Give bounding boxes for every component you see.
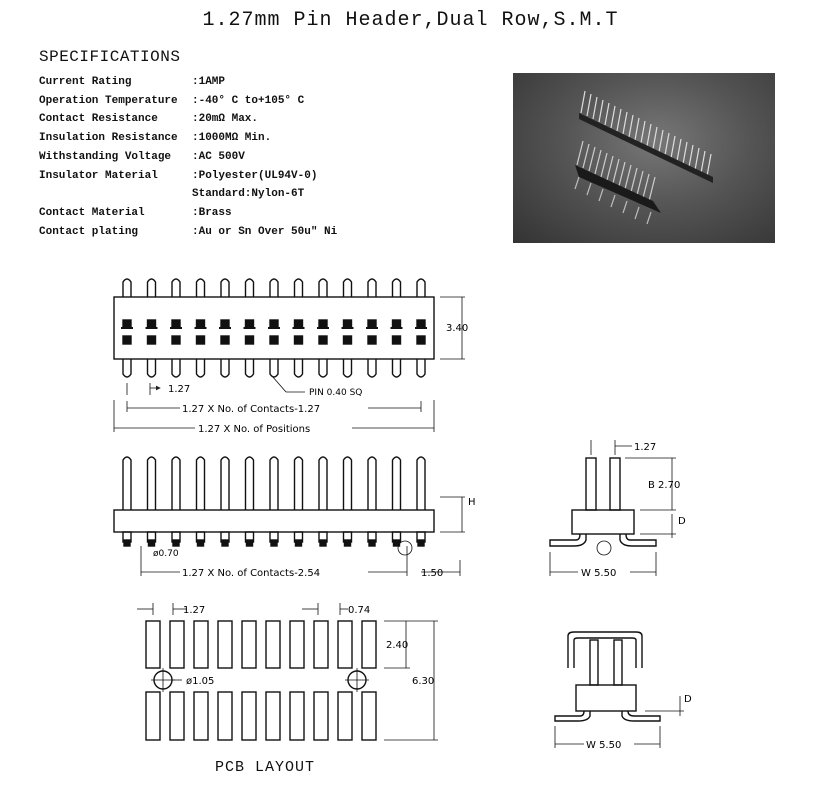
pcb-pad bbox=[314, 621, 328, 668]
spec-label: Contact Resistance bbox=[39, 113, 158, 126]
pin-square-link bbox=[293, 327, 305, 329]
pin-square bbox=[197, 320, 205, 328]
dim-pitch-label: 1.27 bbox=[168, 384, 191, 395]
spec-label: Contact plating bbox=[39, 225, 139, 238]
spec-value: :Brass bbox=[192, 206, 232, 219]
pin-bottom bbox=[368, 359, 376, 377]
side2-w-label: W 5.50 bbox=[586, 740, 622, 751]
pin-bottom bbox=[319, 359, 327, 377]
pcb-pad bbox=[146, 692, 160, 740]
pin-top bbox=[246, 279, 254, 297]
spec-label: Contact Material bbox=[39, 206, 145, 219]
front-pin bbox=[148, 457, 156, 510]
dim-front-contacts-label: 1.27 X No. of Contacts-2.54 bbox=[182, 568, 321, 579]
pcb-layout-label: PCB LAYOUT bbox=[215, 759, 316, 776]
front-pin bbox=[295, 457, 303, 510]
spec-value: Standard:Nylon-6T bbox=[192, 188, 305, 201]
spec-label: Operation Temperature bbox=[39, 94, 178, 107]
dim-contacts-label: 1.27 X No. of Contacts-1.27 bbox=[182, 404, 321, 415]
pin-top bbox=[417, 279, 425, 297]
front-pin bbox=[393, 457, 401, 510]
pcb-pad bbox=[314, 692, 328, 740]
front-foot-tip bbox=[271, 540, 277, 546]
pin-top bbox=[148, 279, 156, 297]
pin-top bbox=[393, 279, 401, 297]
spec-value: :Au or Sn Over 50u" Ni bbox=[192, 225, 338, 238]
spec-value: :-40° C to+105° C bbox=[192, 94, 305, 107]
front-pin bbox=[172, 457, 180, 510]
pin-square bbox=[246, 320, 254, 328]
pin-square bbox=[319, 336, 327, 344]
front-pin bbox=[417, 457, 425, 510]
pin-square-link bbox=[146, 327, 158, 329]
pin-square bbox=[417, 320, 425, 328]
pin-square bbox=[319, 320, 327, 328]
pin-square bbox=[295, 336, 303, 344]
pcb-pad bbox=[362, 692, 376, 740]
front-pin bbox=[368, 457, 376, 510]
pin-square-link bbox=[366, 327, 378, 329]
pin-square-link bbox=[317, 327, 329, 329]
pin-square-link bbox=[268, 327, 280, 329]
pcb-pad bbox=[194, 692, 208, 740]
pin-square-link bbox=[195, 327, 207, 329]
pcb-gap-label: 0.74 bbox=[348, 605, 371, 616]
pin-top bbox=[270, 279, 278, 297]
pin-square bbox=[417, 336, 425, 344]
pin-square bbox=[172, 336, 180, 344]
pin-square-link bbox=[342, 327, 354, 329]
pin-square bbox=[393, 336, 401, 344]
pcb-pad bbox=[170, 621, 184, 668]
pin-square-link bbox=[170, 327, 182, 329]
pin-bottom bbox=[246, 359, 254, 377]
spec-label: Insulator Material bbox=[39, 169, 158, 182]
pin-square-link bbox=[415, 327, 427, 329]
page-title: 1.27mm Pin Header,Dual Row,S.M.T bbox=[202, 9, 619, 32]
dim-height-label: 3.40 bbox=[446, 323, 469, 334]
spec-value: :20mΩ Max. bbox=[192, 113, 259, 126]
front-pin bbox=[221, 457, 229, 510]
front-foot-tip bbox=[418, 540, 424, 546]
front-view-body bbox=[114, 510, 434, 532]
pin-top bbox=[123, 279, 131, 297]
specifications-heading: SPECIFICATIONS bbox=[39, 48, 181, 66]
pin-bottom bbox=[123, 359, 131, 377]
pcb-pad bbox=[290, 621, 304, 668]
pin-bottom bbox=[344, 359, 352, 377]
pin-top bbox=[172, 279, 180, 297]
pcb-pad bbox=[242, 621, 256, 668]
pin-square bbox=[123, 320, 131, 328]
dim-end-label: 1.50 bbox=[421, 568, 444, 579]
pin-square bbox=[344, 336, 352, 344]
pin-square bbox=[368, 336, 376, 344]
side-w-label: W 5.50 bbox=[581, 568, 617, 579]
front-foot-tip bbox=[369, 540, 375, 546]
pin-top bbox=[368, 279, 376, 297]
pin-top bbox=[197, 279, 205, 297]
pin-square-link bbox=[244, 327, 256, 329]
spec-label: Withstanding Voltage bbox=[39, 150, 172, 163]
pcb-pad-length-label: 2.40 bbox=[386, 640, 409, 651]
pin-square bbox=[221, 320, 229, 328]
spec-label: Current Rating bbox=[39, 76, 132, 88]
front-foot-tip bbox=[173, 540, 179, 546]
front-view bbox=[114, 457, 465, 555]
pin-square bbox=[197, 336, 205, 344]
pin-size-label: PIN 0.40 SQ bbox=[309, 388, 363, 398]
front-foot-tip bbox=[222, 540, 228, 546]
side-b-label: B 2.70 bbox=[648, 480, 681, 491]
pcb-pad bbox=[338, 621, 352, 668]
pcb-pad bbox=[338, 692, 352, 740]
pcb-pad bbox=[194, 621, 208, 668]
front-foot-tip bbox=[345, 540, 351, 546]
pin-bottom bbox=[270, 359, 278, 377]
spec-value: :Polyester(UL94V-0) bbox=[192, 169, 318, 182]
pin-square bbox=[295, 320, 303, 328]
pin-square bbox=[148, 336, 156, 344]
front-foot-tip bbox=[296, 540, 302, 546]
pin-square bbox=[270, 320, 278, 328]
pin-bottom bbox=[172, 359, 180, 377]
pin-bottom bbox=[417, 359, 425, 377]
pin-bottom bbox=[197, 359, 205, 377]
pin-top bbox=[221, 279, 229, 297]
pcb-layout bbox=[146, 621, 376, 740]
pcb-pad bbox=[266, 621, 280, 668]
pcb-pad bbox=[146, 621, 160, 668]
front-foot-tip bbox=[247, 540, 253, 546]
pcb-pad bbox=[290, 692, 304, 740]
pin-bottom bbox=[148, 359, 156, 377]
front-foot-tip bbox=[198, 540, 204, 546]
dim-h-label: H bbox=[468, 497, 476, 508]
spec-value: :1AMP bbox=[192, 76, 226, 88]
front-pin bbox=[123, 457, 131, 510]
dim-positions-label: 1.27 X No. of Positions bbox=[198, 424, 311, 435]
pin-top bbox=[344, 279, 352, 297]
pin-top bbox=[295, 279, 303, 297]
pin-square bbox=[270, 336, 278, 344]
spec-value: :AC 500V bbox=[192, 150, 245, 163]
pin-bottom bbox=[295, 359, 303, 377]
pin-square-link bbox=[391, 327, 403, 329]
pcb-hole-label: ø1.05 bbox=[186, 676, 215, 687]
pcb-pad bbox=[218, 692, 232, 740]
pin-square bbox=[221, 336, 229, 344]
pin-square-link bbox=[121, 327, 133, 329]
pcb-pad bbox=[266, 692, 280, 740]
spec-value: :1000MΩ Min. bbox=[192, 132, 272, 145]
front-foot-tip bbox=[320, 540, 326, 546]
front-pin bbox=[319, 457, 327, 510]
dim-pad-label: ø0.70 bbox=[153, 549, 179, 559]
front-pin bbox=[197, 457, 205, 510]
front-pin bbox=[246, 457, 254, 510]
side-d-label: D bbox=[678, 516, 686, 527]
pcb-pad bbox=[362, 621, 376, 668]
pin-square bbox=[393, 320, 401, 328]
side-pitch-label: 1.27 bbox=[634, 442, 657, 453]
front-pin bbox=[344, 457, 352, 510]
front-pin bbox=[270, 457, 278, 510]
pin-square bbox=[344, 320, 352, 328]
pin-square bbox=[246, 336, 254, 344]
side2-d-label: D bbox=[684, 694, 692, 705]
pcb-pad bbox=[170, 692, 184, 740]
pcb-span-label: 6.30 bbox=[412, 676, 435, 687]
top-view bbox=[114, 279, 465, 377]
pin-top bbox=[319, 279, 327, 297]
front-foot-tip bbox=[149, 540, 155, 546]
pcb-pad bbox=[242, 692, 256, 740]
front-foot-tip bbox=[124, 540, 130, 546]
pin-square bbox=[172, 320, 180, 328]
pcb-pad bbox=[218, 621, 232, 668]
pin-square bbox=[368, 320, 376, 328]
spec-label: Insulation Resistance bbox=[39, 132, 178, 145]
side-view bbox=[550, 458, 656, 555]
pin-square-link bbox=[219, 327, 231, 329]
pin-square bbox=[148, 320, 156, 328]
side-view-2 bbox=[555, 632, 660, 721]
pin-bottom bbox=[393, 359, 401, 377]
pin-square bbox=[123, 336, 131, 344]
pin-bottom bbox=[221, 359, 229, 377]
pcb-pitch-label: 1.27 bbox=[183, 605, 206, 616]
